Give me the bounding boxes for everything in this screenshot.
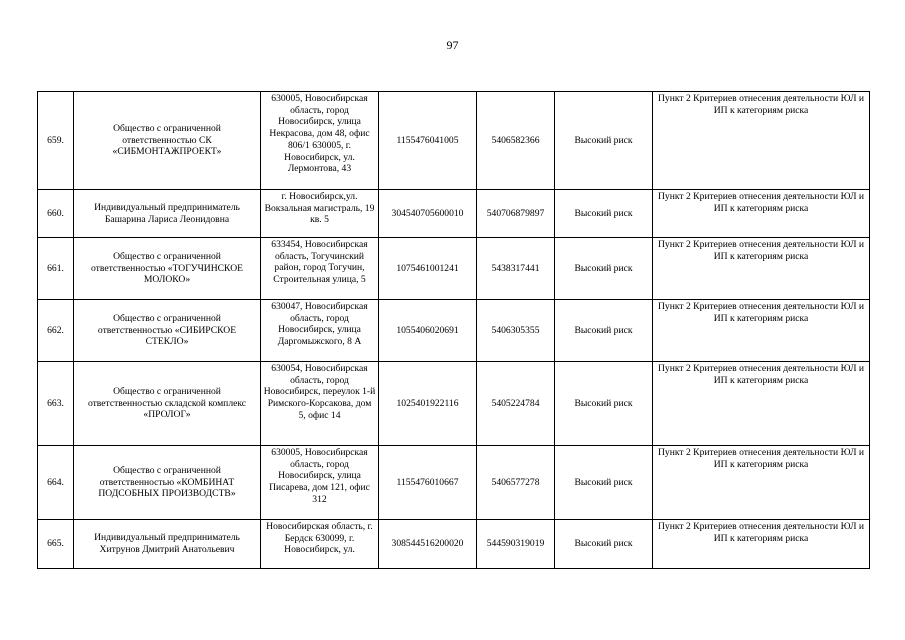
table-row <box>38 190 870 238</box>
entity-name: Общество с ограниченной ответственностью «КОМБИНАТ ПОДСОБНЫХ ПРОИЗВОДСТВ» <box>74 446 261 520</box>
entity-address: г. Новосибирск,ул. Вокзальная магистраль, 19 кв. 5 <box>261 190 379 238</box>
entity-name: Общество с ограниченной ответственностью «СИБИРСКОЕ СТЕКЛО» <box>74 300 261 362</box>
entity-address: 630005, Новосибирская область, город Новосибирск, улица Писарева, дом 121, офис 312 <box>261 446 379 520</box>
risk-basis: Пункт 2 Критериев отнесения деятельности ЮЛ и ИП к категориям риска <box>653 92 870 190</box>
row-number: 662. <box>38 300 74 362</box>
entity-name: Индивидуальный предприниматель Хитрунов Дмитрий Анатольевич <box>74 520 261 569</box>
risk-category: Высокий риск <box>555 238 653 300</box>
inn-cell: 5406577278 <box>477 446 555 520</box>
row-number: 659. <box>38 92 74 190</box>
risk-basis: Пункт 2 Критериев отнесения деятельности ЮЛ и ИП к категориям риска <box>653 362 870 446</box>
ogrn-cell: 304540705600010 <box>379 190 477 238</box>
entity-address: Новосибирская область, г. Бердск 630099, г. Новосибирск, ул. <box>261 520 379 569</box>
ogrn-cell: 1155476010667 <box>379 446 477 520</box>
row-number: 664. <box>38 446 74 520</box>
ogrn-cell: 308544516200020 <box>379 520 477 569</box>
entity-name: Общество с ограниченной ответственностью «ТОГУЧИНСКОЕ МОЛОКО» <box>74 238 261 300</box>
risk-category: Высокий риск <box>555 92 653 190</box>
inn-cell: 5406305355 <box>477 300 555 362</box>
table-row <box>38 362 870 446</box>
entity-name: Общество с ограниченной ответственностью складской комплекс «ПРОЛОГ» <box>74 362 261 446</box>
registry-table <box>37 91 870 569</box>
risk-category: Высокий риск <box>555 362 653 446</box>
entity-address: 630054, Новосибирская область, город Новосибирск, переулок 1-й Римского-Корсакова, дом 5, офис 14 <box>261 362 379 446</box>
row-number: 661. <box>38 238 74 300</box>
risk-category: Высокий риск <box>555 300 653 362</box>
ogrn-cell: 1025401922116 <box>379 362 477 446</box>
risk-basis: Пункт 2 Критериев отнесения деятельности ЮЛ и ИП к категориям риска <box>653 520 870 569</box>
table-row <box>38 92 870 190</box>
entity-name: Индивидуальный предприниматель Башарина Лариса Леонидовна <box>74 190 261 238</box>
entity-name: Общество с ограниченной ответственностью СК «СИБМОНТАЖПРОЕКТ» <box>74 92 261 190</box>
page-number: 97 <box>446 38 459 52</box>
entity-address: 630047, Новосибирская область, город Новосибирск, улица Даргомыжского, 8 А <box>261 300 379 362</box>
table-row <box>38 238 870 300</box>
ogrn-cell: 1155476041005 <box>379 92 477 190</box>
table-row <box>38 446 870 520</box>
inn-cell: 540706879897 <box>477 190 555 238</box>
risk-category: Высокий риск <box>555 190 653 238</box>
risk-basis: Пункт 2 Критериев отнесения деятельности ЮЛ и ИП к категориям риска <box>653 238 870 300</box>
risk-basis: Пункт 2 Критериев отнесения деятельности ЮЛ и ИП к категориям риска <box>653 300 870 362</box>
risk-category: Высокий риск <box>555 446 653 520</box>
row-number: 665. <box>38 520 74 569</box>
inn-cell: 5438317441 <box>477 238 555 300</box>
row-number: 663. <box>38 362 74 446</box>
inn-cell: 5406582366 <box>477 92 555 190</box>
inn-cell: 5405224784 <box>477 362 555 446</box>
entity-address: 633454, Новосибирская область, Тогучинский район, город Тогучин, Строительная улица, 5 <box>261 238 379 300</box>
entity-address: 630005, Новосибирская область, город Новосибирск, улица Некрасова, дом 48, офис 806/1 630005, г. Новосибирск, ул. Лермонтова, 43 <box>261 92 379 190</box>
row-number: 660. <box>38 190 74 238</box>
ogrn-cell: 1055406020691 <box>379 300 477 362</box>
inn-cell: 544590319019 <box>477 520 555 569</box>
ogrn-cell: 1075461001241 <box>379 238 477 300</box>
table-row <box>38 520 870 569</box>
risk-basis: Пункт 2 Критериев отнесения деятельности ЮЛ и ИП к категориям риска <box>653 190 870 238</box>
risk-basis: Пункт 2 Критериев отнесения деятельности ЮЛ и ИП к категориям риска <box>653 446 870 520</box>
table-row <box>38 300 870 362</box>
risk-category: Высокий риск <box>555 520 653 569</box>
